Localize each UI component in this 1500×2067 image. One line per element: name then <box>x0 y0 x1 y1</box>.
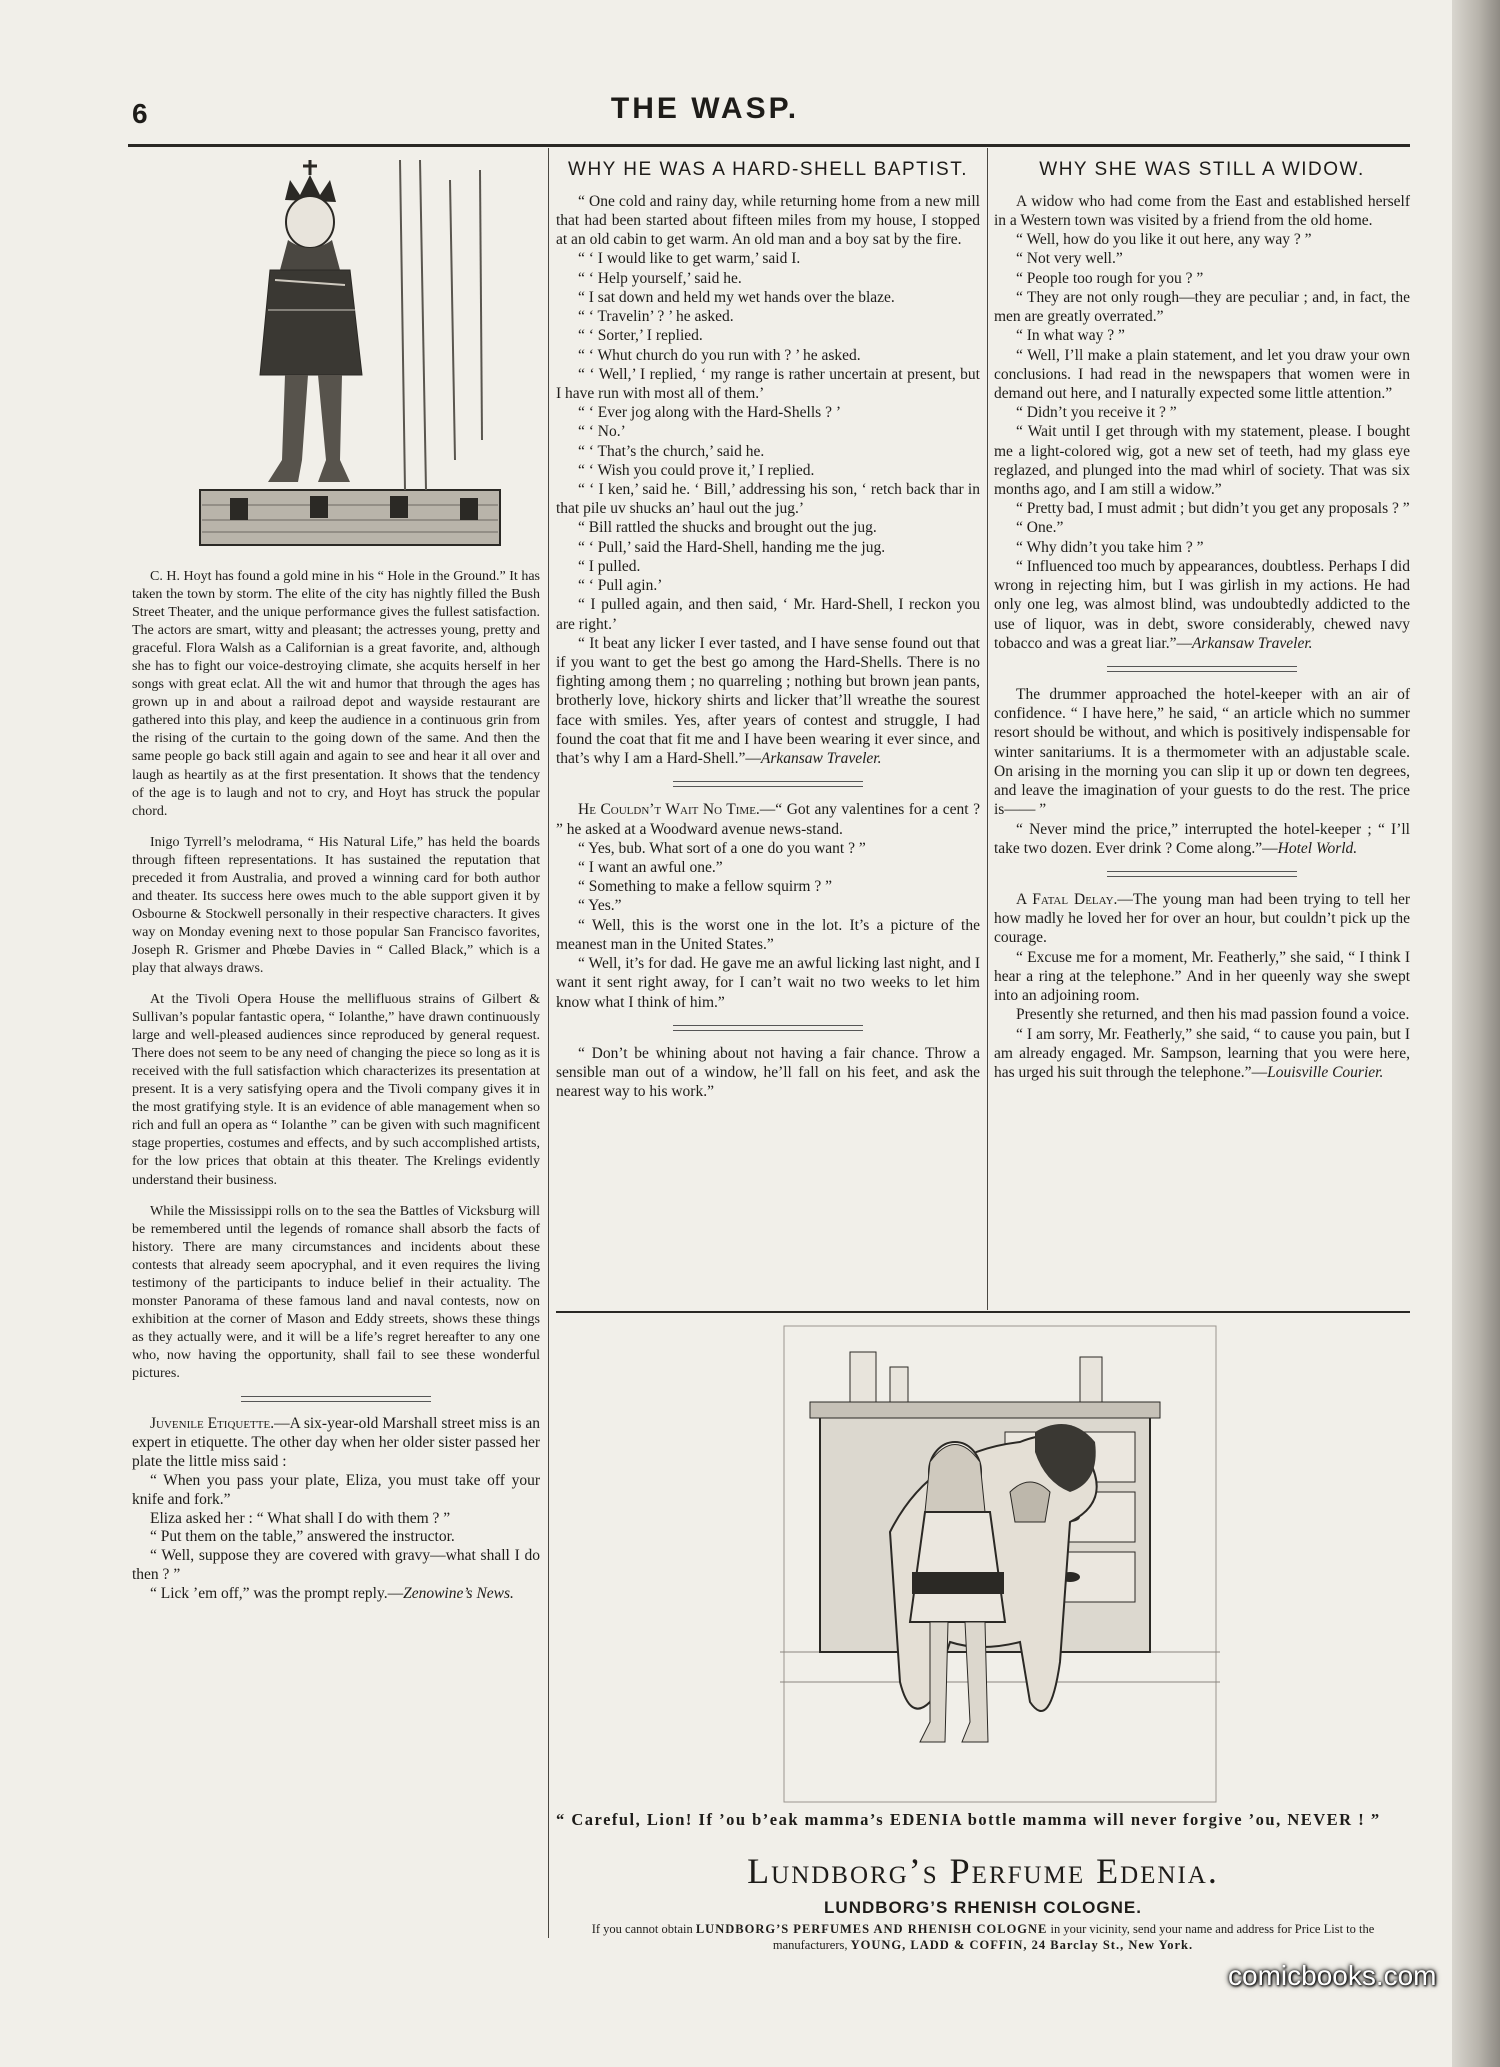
fatal-delay-line: “ I am sorry, Mr. Featherly,” she said, “ to cause you pain, but I am already engaged. Mr. Sampson, learning that you were here, has urged his suit through the telephone.”— <box>994 1025 1410 1081</box>
column-divider-1 <box>548 148 549 1938</box>
separator <box>241 1396 431 1402</box>
valentine-line: “ Yes, bub. What sort of a one do you want ? ” <box>578 839 866 857</box>
whining-paragraph: “ Don’t be whining about not having a fair chance. Throw a sensible man out of a window, he’ll fall on his feet, and ask the nearest way to his work.” <box>556 1044 980 1101</box>
story-paragraph: “ ‘ Pull,’ said the Hard-Shell, handing me the jug. <box>578 538 886 556</box>
separator <box>1107 666 1297 672</box>
valentine-line: “ Well, it’s for dad. He gave me an awful licking last night, and I want it sent right away, for I can’t wait no two weeks to let him know what I think of him.” <box>556 955 980 1011</box>
story-paragraph: “ ‘ I would like to get warm,’ said I. <box>578 250 801 268</box>
story-paragraph: “ ‘ Help yourself,’ said he. <box>578 269 742 287</box>
widow-paragraph: “ They are not only rough—they are peculiar ; and, in fact, the men are greatly overrated.” <box>994 288 1410 326</box>
drummer-source: Hotel World. <box>1277 839 1358 857</box>
story-paragraph: “ Bill rattled the shucks and brought out the jug. <box>578 519 877 537</box>
ad-note-maker: YOUNG, LADD & COFFIN, 24 Barclay St., New York. <box>850 1937 1194 1952</box>
etiquette-line: Eliza asked her : “ What shall I do with them ? ” <box>150 1509 451 1527</box>
story-paragraph: “ ‘ That’s the church,’ said he. <box>578 442 765 460</box>
separator <box>1107 871 1297 877</box>
widow-paragraph: “ Influenced too much by appearances, doubtless. Perhaps I did wrong in rejecting him, but I was girlish in my actions. He had only one leg, was almost blind, was undoubtedly addicted to the use of liquor, was in debt, swore considerably, chewed navy tobacco and was a great liar.”— <box>994 557 1410 652</box>
widow-paragraph: “ Didn’t you receive it ? ” <box>1016 404 1177 422</box>
separator <box>673 781 863 787</box>
etiquette-line: “ Well, suppose they are covered with gravy—what shall I do then ? ” <box>132 1547 540 1584</box>
story-paragraph: “ ‘ Well,’ I replied, ‘ my range is rather uncertain at present, but I have run with most all of them.’ <box>556 365 980 402</box>
story-paragraph: “ ‘ Sorter,’ I replied. <box>578 327 703 345</box>
tivoli-paragraph: At the Tivoli Opera House the mellifluous strains of Gilbert & Sullivan’s popular fantastic opera, “ Iolanthe,” have drawn continuously large and well-pleased audiences since reproduced by general request. There does not seem to be any need of changing the piece so long as it is received with the full satisfaction which characterizes its presentation at present. It is a very satisfying opera and the Tivoli company gives it in the most gratifying style. It is an evidence of able management when so rich and full an opera as “ Iolanthe ” can be given with such magnificent stage properties, costumes and effects, and by such accomplished artists, for the low prices that obtain at this theater. The Krelings evidently understand their business. <box>132 992 540 1188</box>
widow-source: Arkansaw Traveler. <box>1191 634 1313 652</box>
column-2 <box>556 158 980 1101</box>
valentine-line: “ I want an awful one.” <box>578 858 723 876</box>
story-paragraph: “ I pulled. <box>578 557 641 575</box>
story-paragraph: “ ‘ No.’ <box>578 423 626 441</box>
drummer-paragraph: “ Never mind the price,” interrupted the hotel-keeper ; “ I’ll take two dozen. Ever drink ? Come along.”— <box>994 820 1410 857</box>
advertisement-note <box>556 1922 1410 1953</box>
widow-paragraph: “ Well, I’ll make a plain statement, and let you draw your own conclusions. I had read in the newspapers that women were in demand out here, and I naturally expected some little attention.” <box>994 346 1410 402</box>
etiquette-line: “ Put them on the table,” answered the instructor. <box>150 1528 455 1546</box>
fatal-delay-line: “ Excuse me for a moment, Mr. Featherly,” she said, “ I think I hear a ring at the telephone.” And in her queenly way she swept into an adjoining room. <box>994 948 1410 1005</box>
story-paragraph: “ I sat down and held my wet hands over the blaze. <box>578 288 895 306</box>
etiquette-line: “ Lick ’em off,” was the prompt reply.— <box>150 1585 404 1603</box>
column-3 <box>994 158 1410 1082</box>
etiquette-line: “ When you pass your plate, Eliza, you must take off your knife and fork.” <box>132 1471 540 1508</box>
valentine-text: —“ Got any valentines for a cent ? ” he asked at a Woodward avenue news-stand. <box>556 801 981 838</box>
widow-paragraph: “ Well, how do you like it out here, any way ? ” <box>1016 231 1312 249</box>
story-paragraph: “ ‘ I ken,’ said he. ‘ Bill,’ addressing his son, ‘ retch back thar in that pile uv shucks an’ haul out the jug.’ <box>556 481 980 518</box>
ad-note-brand: LUNDBORG’S PERFUMES AND RHENISH COLOGNE <box>695 1922 1048 1936</box>
etiquette-heading: Juvenile Etiquette. <box>150 1415 275 1433</box>
etiquette-source: Zenowine’s News. <box>403 1585 514 1603</box>
advertisement-caption: “ Careful, Lion! If ’ou b’eak mamma’s EDENIA bottle mamma will never forgive ’ou, NEVER ! ” <box>556 1810 1381 1829</box>
fatal-delay-line: Presently she returned, and then his mad passion found a voice. <box>1016 1006 1410 1024</box>
masthead-title: THE WASP. <box>610 92 800 125</box>
separator <box>673 1025 863 1031</box>
widow-paragraph: “ People too rough for you ? ” <box>1016 269 1204 287</box>
girl-and-dog-illustration <box>780 1322 1220 1806</box>
story-paragraph: “ ‘ Wish you could prove it,’ I replied. <box>578 461 815 479</box>
widow-paragraph: “ Not very well.” <box>1016 250 1123 268</box>
widow-paragraph: “ One.” <box>1016 519 1064 537</box>
story-paragraph: “ It beat any licker I ever tasted, and I have sense found out that if you want to get the best go among the Hard-Shells. There is no fighting among them ; no quarreling ; nothing but brown jean pants, brotherly love, hickory shirts and licker that’ll wreathe the sourest face with smiles. Yes, after years of contest and struggle, I had found the coat that fit me and I have been wearing it ever since, and that’s why I am a Hard-Shell.”— <box>556 634 980 768</box>
drummer-paragraph: The drummer approached the hotel-keeper with an air of confidence. “ I have here,” he said, “ an article which no summer resort should be without, and which is positively indispensable for winter sanitariums. It is a thermometer with an adjustable scale. On arising in the morning you can slip it up or down ten degrees, and leave the imagination of your guests to do the rest. The price is—— ” <box>994 686 1410 819</box>
king-illustration <box>190 160 520 560</box>
fatal-delay-source: Louisville Courier. <box>1267 1063 1384 1081</box>
advertisement-subtitle: LUNDBORG’S RHENISH COLOGNE. <box>824 1898 1142 1917</box>
tyrrell-paragraph: Inigo Tyrrell’s melodrama, “ His Natural Life,” has held the boards through fifteen representations. It has sustained the reputation that preceded it from Australia, and proved a winning card for both author and theater. Its success here owes much to the able support given it by Osbourne & Stockwell personally in their respective characters. It gives way on Monday evening next to those popular San Francisco favorites, Joseph R. Grismer and Phœbe Davies in “ Called Black,” which is a play that always draws. <box>132 834 540 976</box>
valentine-line: “ Yes.” <box>578 897 622 915</box>
story-paragraph: “ ‘ Whut church do you run with ? ’ he asked. <box>578 346 861 364</box>
widow-paragraph: “ Pretty bad, I must admit ; but didn’t you get any proposals ? ” <box>1016 500 1410 518</box>
widow-paragraph: “ In what way ? ” <box>1016 327 1125 345</box>
widow-paragraph: “ Wait until I get through with my statement, please. I bought me a light-colored wig, got a new set of teeth, had my glass eye reglazed, and plunged into the mad whirl of society. That was six months ago, and I am still a widow.” <box>994 423 1410 499</box>
vicksburg-paragraph: While the Mississippi rolls on to the sea the Battles of Vicksburg will be remembered until the legends of romance shall absorb the facts of history. There are many circumstances and incidents about these contests that already seem apocryphal, and it even requires the living testimony of the participants to induce belief in their actuality. The monster Panorama of these famous land and naval contests, now on exhibition at the corner of Mason and Eddy streets, shows these things as they actually were, and it will be a life’s regret hereafter to any one who, now having the opportunity, shall fail to see these wonderful pictures. <box>132 1203 540 1381</box>
valentine-line: “ Something to make a fellow squirm ? ” <box>578 878 832 896</box>
column-1 <box>132 568 540 1604</box>
story-paragraph: “ ‘ Ever jog along with the Hard-Shells ? ’ <box>578 404 841 422</box>
widow-title: WHY SHE WAS STILL A WIDOW. <box>1039 159 1365 180</box>
story-paragraph: “ I pulled again, and then said, ‘ Mr. Hard-Shell, I reckon you are right.’ <box>556 596 980 633</box>
valentine-line: “ Well, this is the worst one in the lot. It’s a picture of the meanest man in the United States.” <box>556 916 980 953</box>
fatal-delay-heading: A Fatal Delay. <box>1016 890 1118 908</box>
ad-note-text: in your vicinity, send your name and address for Price List to the manufacturers, <box>772 1922 1375 1952</box>
column-divider-2 <box>987 148 988 1310</box>
hoyt-paragraph: C. H. Hoyt has found a gold mine in his “ Hole in the Ground.” It has taken the town by storm. The elite of the city has nightly filled the Bush Street Theater, and the unique performance gives the fullest satisfaction. The actors are smart, witty and pleasant; the actresses young, pretty and graceful. Flora Walsh as a Californian is a great favorite, and, although she has to fight our voice-destroying climate, she acquits herself in her songs with great eclat. All the wit and humor that through the ages has grown up in and about a railroad depot and wayside restaurant are gathered into this play, and keep the audience in a continuous grin from the rising of the curtain to the going down of the same. And then the same people go back still again and again to see and hear it all over and laugh as heartily as at the first presentation. It shows that the tendency of the age is to laugh and not to cry, and Hoyt has struck the popular chord. <box>132 569 540 819</box>
fatal-delay-text: —The young man had been trying to tell her how madly he loved her for over an hour, but couldn’t pick up the courage. <box>994 890 1410 947</box>
valentine-heading: He Couldn’t Wait No Time. <box>578 801 760 819</box>
book-spine <box>1452 0 1500 2067</box>
etiquette-item <box>132 1415 540 1604</box>
story-paragraph: “ One cold and rainy day, while returning home from a new mill that had been started about fifteen miles from my house, I stopped at an old cabin to get warm. An old man and a boy sat by the fire. <box>556 192 980 249</box>
story-paragraph: “ ‘ Travelin’ ? ’ he asked. <box>578 308 734 326</box>
page-number: 6 <box>132 98 148 129</box>
ad-note-text: If you cannot obtain <box>591 1922 693 1936</box>
widow-paragraph: A widow who had come from the East and established herself in a Western town was visited by a friend from the old home. <box>994 192 1410 229</box>
widow-paragraph: “ Why didn’t you take him ? ” <box>1016 538 1204 556</box>
header-rule <box>128 144 1410 147</box>
advertisement-rule <box>556 1311 1410 1313</box>
advertisement-title: Lundborg’s Perfume Edenia. <box>747 1851 1219 1891</box>
story-source: Arkansaw Traveler. <box>760 750 882 768</box>
watermark: comicbooks.com <box>1228 1960 1437 1991</box>
hard-shell-title: WHY HE WAS A HARD-SHELL BAPTIST. <box>568 159 968 180</box>
story-paragraph: “ ‘ Pull agin.’ <box>578 577 663 595</box>
etiquette-text: —A six-year-old Marshall street miss is an expert in etiquette. The other day when her older sister passed her plate the little miss said : <box>132 1415 540 1470</box>
